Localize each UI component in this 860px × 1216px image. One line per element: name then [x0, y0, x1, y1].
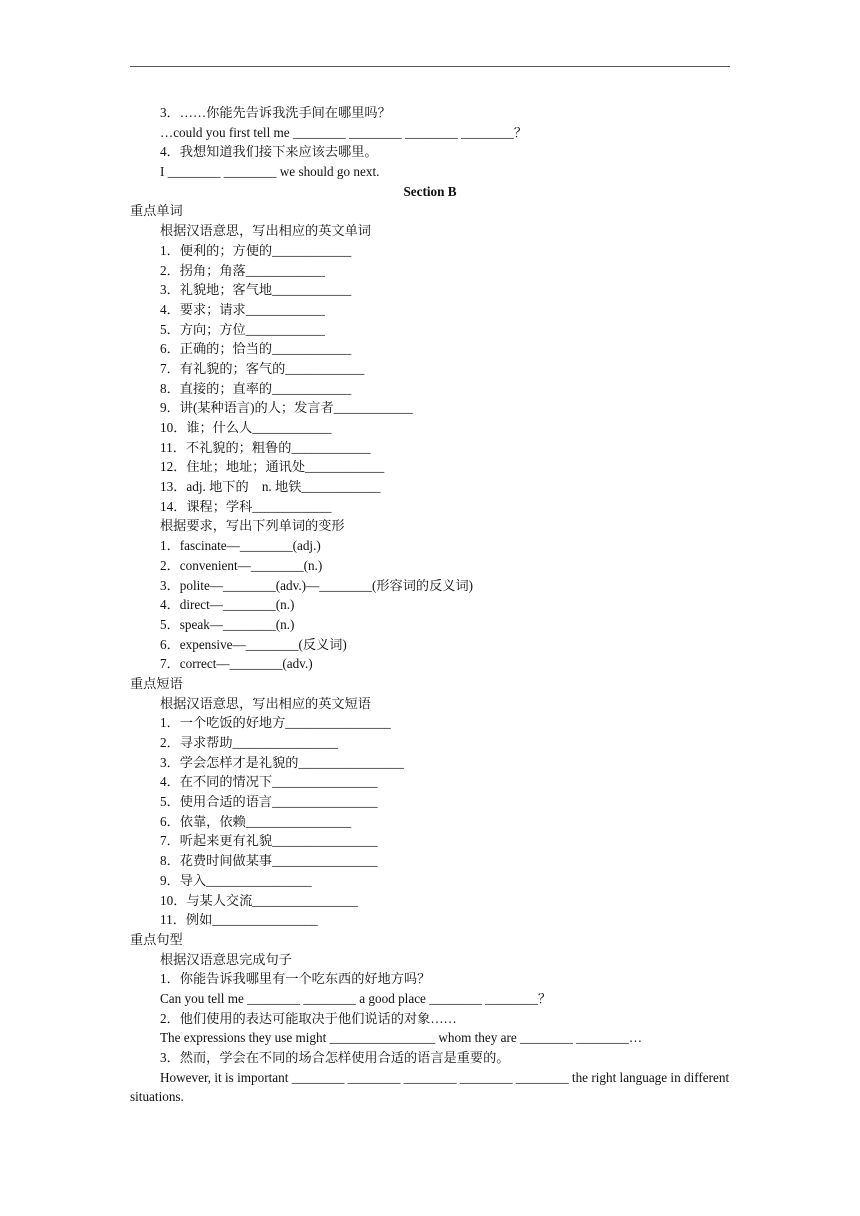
key-phrases-heading: 重点短语	[130, 675, 183, 691]
list-item: 8．直接的；直率的____________	[160, 380, 352, 396]
list-item: 2．拐角；角落____________	[160, 262, 325, 278]
list-item: 1．一个吃饭的好地方________________	[160, 715, 391, 731]
list-item: 6．正确的；恰当的____________	[160, 341, 352, 357]
key-sentences-instruction: 根据汉语意思完成句子	[160, 951, 292, 967]
list-item: 3．礼貌地；客气地____________	[160, 282, 352, 298]
list-item: 4．要求；请求____________	[160, 301, 325, 317]
key-sentences-heading: 重点句型	[130, 931, 183, 947]
list-item: 1．你能告诉我哪里有一个吃东西的好地方吗？	[160, 971, 431, 987]
worksheet-page	[130, 103, 730, 1107]
list-item: 6．expensive—________(反义词)	[160, 636, 347, 652]
list-item: 3．polite—________(adv.)—________(形容词的反义词)	[160, 577, 474, 593]
list-item: 2．寻求帮助________________	[160, 735, 339, 750]
list-item: The expressions they use might ________________ whom they are ________ ________…	[160, 1030, 643, 1046]
list-item: 14．课程；学科____________	[160, 498, 332, 514]
list-item: 4．在不同的情况下________________	[160, 774, 378, 790]
list-item: 2．convenient—________(n.)	[160, 557, 323, 573]
list-item: 5．使用合适的语言________________	[160, 794, 378, 810]
list-item: 11．例如________________	[160, 912, 318, 928]
list-item: 4．direct—________(n.)	[160, 597, 295, 613]
list-item: 1．便利的；方便的____________	[160, 242, 352, 258]
word-forms-list	[130, 536, 730, 674]
list-item: 5．方向；方位____________	[160, 321, 325, 337]
section-title: Section B	[403, 183, 457, 199]
list-item: 7．听起来更有礼貌________________	[160, 833, 378, 849]
list-item: Can you tell me ________ ________ a good place ________ ________？	[160, 990, 552, 1006]
key-words-list	[130, 241, 730, 517]
list-item: However, it is important ________ ________ ________ ________ ________ the right language in different situations.	[130, 1069, 730, 1105]
list-item: 2．他们使用的表达可能取决于他们说话的对象……	[160, 1010, 457, 1026]
list-item: 3．学会怎样才是礼貌的________________	[160, 754, 404, 770]
list-item: 12．住址；地址；通讯处____________	[160, 459, 385, 475]
list-item: 7．correct—________(adv.)	[160, 656, 313, 672]
list-item: 5．speak—________(n.)	[160, 616, 295, 632]
word-forms-instruction: 根据要求，写出下列单词的变形	[160, 518, 345, 534]
list-item: 8．花费时间做某事________________	[160, 853, 378, 869]
list-item: 10．与某人交流________________	[160, 892, 358, 908]
list-item: 9．导入________________	[160, 872, 312, 888]
list-item: 10．谁；什么人____________	[160, 420, 332, 435]
list-item: 3．然而，学会在不同的场合怎样使用合适的语言是重要的。	[160, 1050, 510, 1065]
question-3-chinese: 3．……你能先告诉我洗手间在哪里吗？	[160, 105, 391, 120]
list-item: 7．有礼貌的；客气的____________	[160, 360, 365, 376]
key-sentences-list	[130, 969, 730, 1107]
key-phrases-list	[130, 713, 730, 930]
question-3-english: …could you first tell me ________ ________ ________ ________？	[160, 124, 528, 140]
list-item: 13．adj. 地下的 n. 地铁____________	[160, 479, 381, 495]
list-item: 6．依靠，依赖________________	[160, 813, 352, 829]
key-words-heading: 重点单词	[130, 203, 183, 219]
key-phrases-instruction: 根据汉语意思，写出相应的英文短语	[160, 695, 371, 711]
list-item: 1．fascinate—________(adj.)	[160, 538, 321, 554]
list-item: 11．不礼貌的；粗鲁的____________	[160, 439, 371, 455]
list-item: 9．讲(某种语言)的人；发言者____________	[160, 400, 413, 416]
header-rule	[130, 66, 730, 67]
question-4-english: I ________ ________ we should go next.	[160, 164, 380, 180]
question-4-chinese: 4．我想知道我们接下来应该去哪里。	[160, 144, 378, 160]
key-words-instruction: 根据汉语意思，写出相应的英文单词	[160, 223, 371, 239]
